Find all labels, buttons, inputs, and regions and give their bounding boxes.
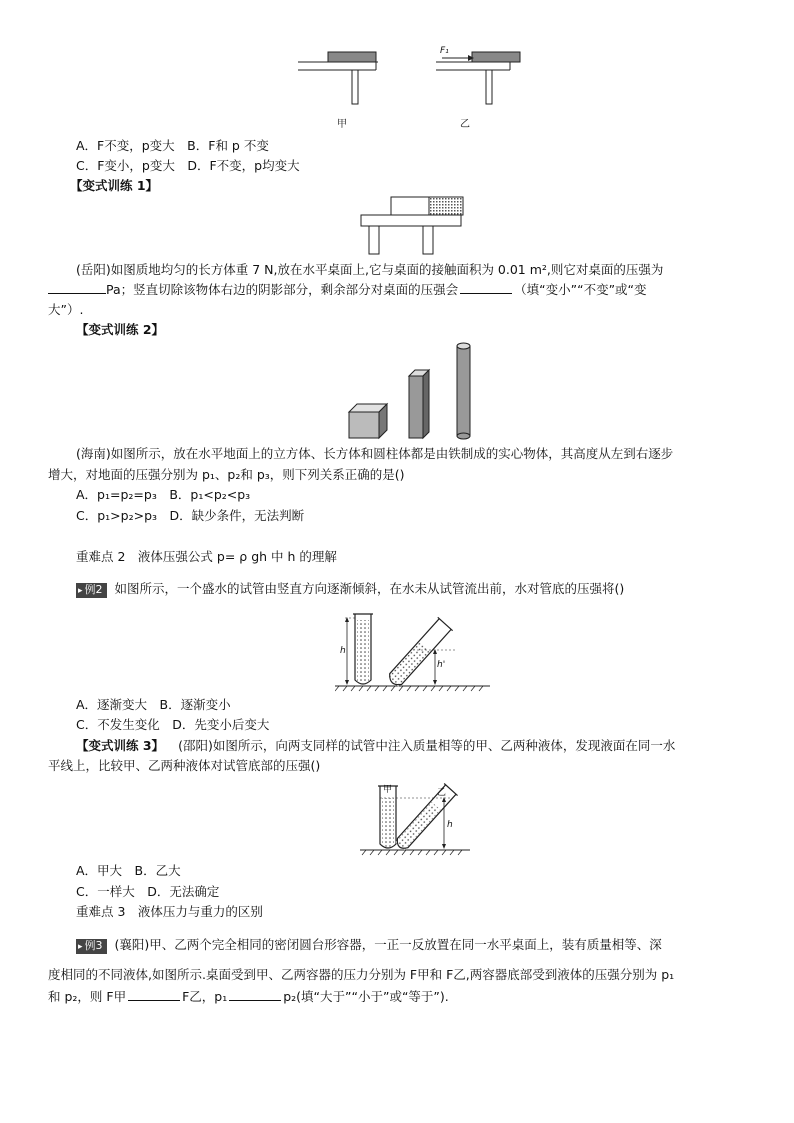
variant1-unit-text: Pa；竖直切除该物体右边的阴影部分，剩余部分对桌面的压强会 [106,282,459,297]
answer-blank[interactable] [229,988,281,1001]
variant3-text1-line [76,737,675,755]
example2-text-line [76,580,624,598]
variant3-text1: (邵阳)如图所示，向两支同样的试管中注入质量相等的甲、乙两种液体，发现液面在同一水 [178,738,676,753]
q1-option-line2: C．F变小，p变大 D．F不变，p均变大 [76,158,300,173]
fig3-h-label: h [447,820,453,830]
example3-text3 [48,988,449,1006]
block-yi [472,52,520,62]
figure-cube-prism-cylinder [345,340,480,440]
label-yi: 乙 [460,119,470,130]
example3-text2: 度相同的不同液体,如图所示.桌面受到甲、乙两容器的压力分别为 F甲和 F乙,两容器底部受到液体的压强分别为 p₁ [48,967,675,982]
variant1-text1: (岳阳)如图质地均匀的长方体重 7 N,放在水平桌面上,它与桌面的接触面积为 0.01 m²,则它对桌面的压强为 [76,262,664,277]
answer-blank[interactable] [128,988,180,1001]
figure-table-push [290,48,530,118]
example3-line3-c: p₂(填“大于”“小于”或“等于”). [283,989,449,1004]
variant1-text2 [48,281,647,299]
force-label: F₁ [440,46,449,56]
figure-two-tubes [360,780,470,856]
q1-option-line1: A．F不变，p变大 B．F和 p 不变 [76,138,269,153]
variant2-option-line2: C．p₁>p₂>p₃ D．缺少条件，无法判断 [76,508,305,523]
figure-test-tube-tilt [335,610,490,692]
figure-block-on-table [355,195,465,257]
shaded-part [429,197,463,215]
answer-blank[interactable] [460,281,512,294]
fig2-h2-label: h' [437,660,446,670]
variant3-title: 【变式训练 3】 [76,738,165,753]
example3-text1-line [76,936,662,954]
fig2-h-label: h [340,646,346,656]
label-jia: 甲 [337,119,347,130]
section3-title: 重难点 3 液体压力与重力的区别 [76,904,263,919]
example2-text: 如图所示，一个盛水的试管由竖直方向逐渐倾斜，在水未从试管流出前，水对管底的压强将() [114,581,625,596]
example2-option-line1: A．逐渐变大 B．逐渐变小 [76,697,231,712]
variant2-option-line1: A．p₁=p₂=p₃ B．p₁<p₂<p₃ [76,487,251,502]
variant3-text2: 平线上，比较甲、乙两种液体对试管底部的压强() [48,758,321,773]
fig3-yi-label: 乙 [437,788,447,798]
section2-title: 重难点 2 液体压强公式 p= ρ gh 中 h 的理解 [76,549,337,564]
variant1-title: 【变式训练 1】 [70,178,159,193]
example2-tag: ▸ 例2 [76,583,107,598]
example3-line3-b: F乙，p₁ [182,989,228,1004]
variant1-text3: 大”）. [48,302,84,317]
variant2-title: 【变式训练 2】 [76,322,165,337]
example2-option-line2: C．不发生变化 D．先变小后变大 [76,717,270,732]
example3-tag: ▸ 例3 [76,939,107,954]
variant3-option-line2: C．一样大 D．无法确定 [76,884,220,899]
example3-text1: (襄阳)甲、乙两个完全相同的密闭圆台形容器，一正一反放置在同一水平桌面上，装有质量相等、深 [114,937,662,952]
answer-blank[interactable] [48,281,106,294]
variant1-tail-text: （填“变小”“不变”或“变 [514,282,647,297]
fig3-jia-label: 甲 [383,785,393,795]
variant2-text1: (海南)如图所示，放在水平地面上的立方体、长方体和圆柱体都是由铁制成的实心物体，其高度从左到右逐步 [76,446,674,461]
block-jia [328,52,376,62]
variant2-text2: 增大，对地面的压强分别为 p₁、p₂和 p₃，则下列关系正确的是() [48,467,405,482]
variant3-option-line1: A．甲大 B．乙大 [76,863,181,878]
example3-line3-a: 和 p₂，则 F甲 [48,989,127,1004]
